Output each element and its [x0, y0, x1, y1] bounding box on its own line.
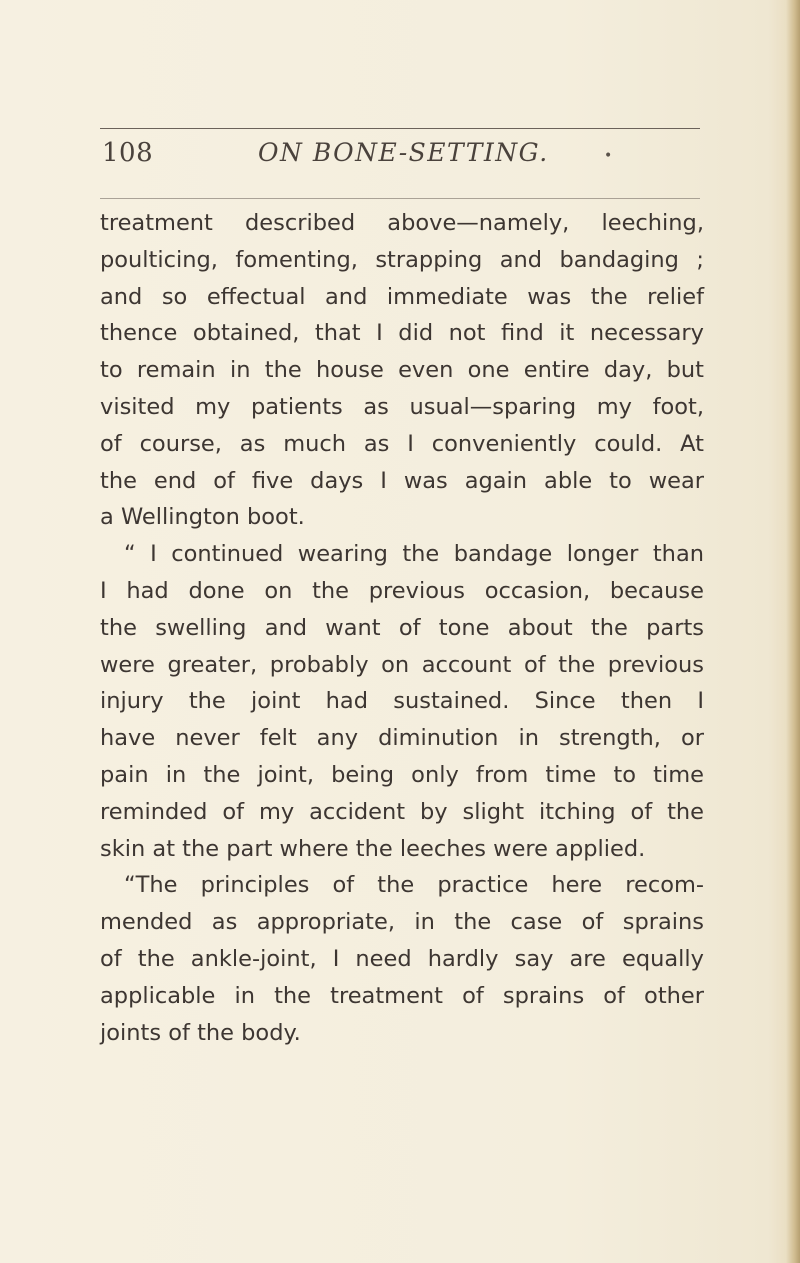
- text-line: I had done on the previous occasion, because: [100, 577, 704, 604]
- page-header: [102, 138, 702, 184]
- page-number: 108: [102, 138, 154, 168]
- text-line: “ I continued wearing the bandage longer than: [124, 541, 704, 568]
- text-line: mended as appropriate, in the case of sprains: [100, 909, 704, 936]
- text-line: visited my patients as usual—sparing my foot,: [100, 393, 704, 420]
- text-line: a Wellington boot.: [100, 504, 305, 531]
- text-line: joints of the body.: [100, 1019, 301, 1046]
- text-line: and so effectual and immediate was the relief: [100, 283, 704, 310]
- text-line: reminded of my accident by slight itching of the: [100, 798, 704, 825]
- text-line: of course, as much as I conveniently could. At: [100, 430, 704, 457]
- page-edge-shadow: [786, 0, 800, 1263]
- body-text: [100, 205, 704, 1051]
- text-line: pain in the joint, being only from time to time: [100, 761, 704, 788]
- text-line: to remain in the house even one entire day, but: [100, 357, 704, 384]
- text-line: were greater, probably on account of the previous: [100, 651, 704, 678]
- text-line: treatment described above—namely, leeching,: [100, 210, 704, 236]
- running-title: ON BONE-SETTING.: [258, 138, 549, 167]
- text-line: the end of five days I was again able to wear: [100, 467, 704, 494]
- text-line: injury the joint had sustained. Since then I: [100, 688, 704, 715]
- text-line: the swelling and want of tone about the parts: [100, 614, 704, 641]
- text-line: applicable in the treatment of sprains of other: [100, 982, 704, 1009]
- text-line: poulticing, fomenting, strapping and bandaging ;: [100, 246, 704, 273]
- text-line: “The principles of the practice here recom-: [124, 872, 704, 899]
- header-ornament: •: [604, 148, 613, 164]
- text-line: thence obtained, that I did not find it necessary: [100, 320, 704, 347]
- text-line: have never felt any diminution in strength, or: [100, 725, 704, 752]
- header-bottom-rule: [100, 198, 700, 199]
- text-line: of the ankle-joint, I need hardly say are equally: [100, 945, 704, 972]
- text-line: skin at the part where the leeches were applied.: [100, 835, 646, 862]
- header-top-rule: [100, 128, 700, 129]
